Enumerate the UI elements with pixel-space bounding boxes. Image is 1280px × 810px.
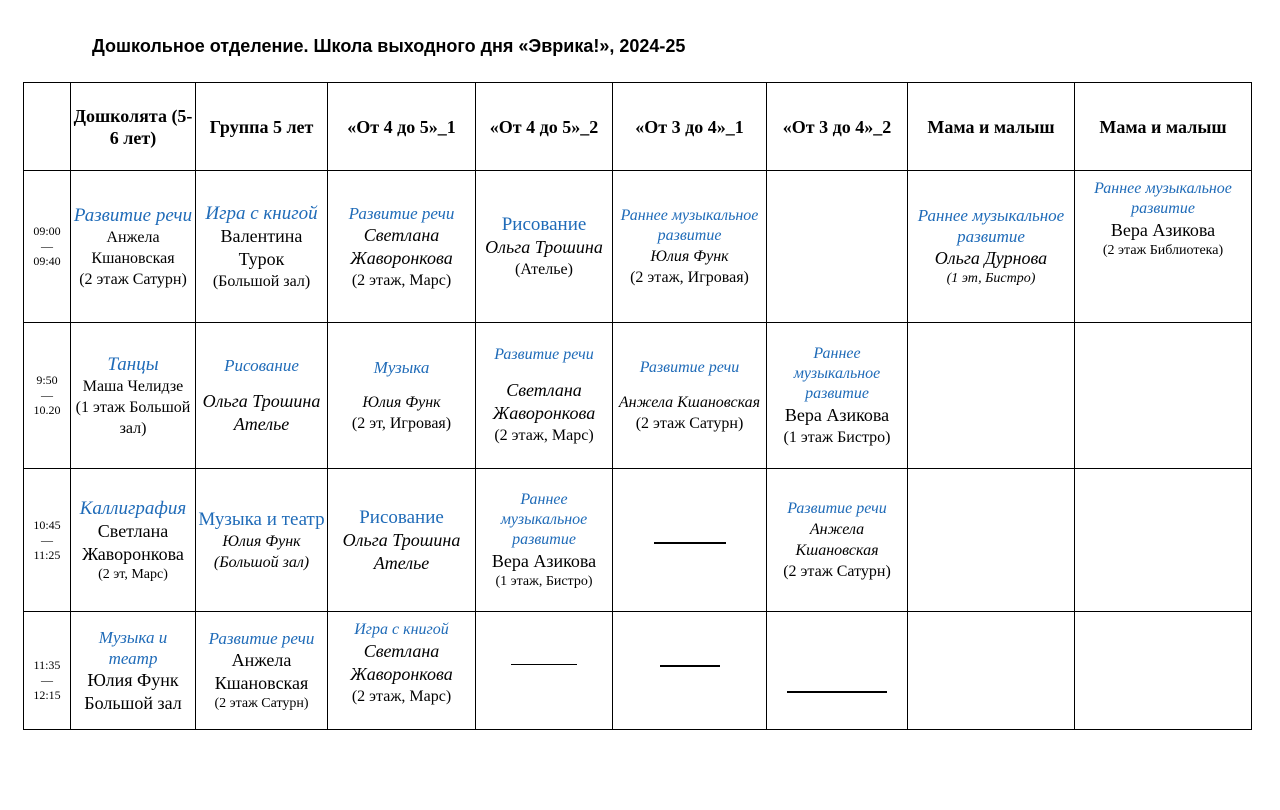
lesson-cell xyxy=(767,323,908,469)
header-4-5-1: «От 4 до 5»_1 xyxy=(328,83,476,171)
lesson-room: (1 эт, Бистро) xyxy=(946,271,1036,286)
lesson-cell-empty xyxy=(908,612,1075,730)
lesson-subject: Раннее музыкальное развитие xyxy=(1094,180,1232,217)
lesson-teacher: Анжела Кшановская xyxy=(618,393,761,411)
lesson-teacher: Ольга Трошина xyxy=(202,391,321,411)
lesson-cell-dash xyxy=(767,612,908,730)
lesson-cell xyxy=(476,469,613,612)
schedule-row xyxy=(24,171,1252,323)
lesson-room: Большой зал xyxy=(84,692,182,713)
lesson-subject: Развитие речи xyxy=(208,629,315,648)
lesson-room: (2 этаж, Марс) xyxy=(494,427,594,444)
lesson-teacher: Ольга Дурнова xyxy=(934,248,1048,268)
lesson-cell xyxy=(908,171,1075,323)
lesson-subject: Рисование xyxy=(501,214,587,235)
empty-dash xyxy=(511,664,577,665)
time-slot: 10:45 — 11:25 xyxy=(24,469,71,612)
lesson-cell-empty xyxy=(908,469,1075,612)
lesson-teacher: Ольга Трошина xyxy=(342,529,461,550)
lesson-cell-empty xyxy=(1075,612,1252,730)
lesson-room: (2 этаж Сатурн) xyxy=(79,270,187,288)
lesson-subject: Раннее музыкальное развитие xyxy=(620,206,759,244)
lesson-cell xyxy=(328,612,476,730)
lesson-room: (1 этаж, Бистро) xyxy=(495,573,593,589)
lesson-room: Ателье xyxy=(373,552,430,573)
lesson-teacher: Анжела Кшановская xyxy=(795,520,879,559)
lesson-cell xyxy=(196,612,328,730)
lesson-teacher: Вера Азикова xyxy=(491,550,597,571)
lesson-teacher: Светлана Жаворонкова xyxy=(350,224,453,268)
lesson-subject: Рисование xyxy=(359,506,444,528)
lesson-subject: Музыка и театр xyxy=(98,627,168,668)
lesson-cell xyxy=(476,171,613,323)
lesson-subject: Развитие речи xyxy=(73,204,193,226)
lesson-subject: Каллиграфия xyxy=(79,497,187,519)
lesson-cell xyxy=(476,323,613,469)
lesson-cell xyxy=(196,469,328,612)
empty-dash xyxy=(660,665,720,667)
lesson-subject: Раннее музыкальное развитие xyxy=(917,206,1065,246)
lesson-cell-dash xyxy=(476,612,613,730)
header-doshkolyata: Дошколята (5-6 лет) xyxy=(71,83,196,171)
lesson-cell xyxy=(328,171,476,323)
header-mama-2: Мама и малыш xyxy=(1075,83,1252,171)
lesson-cell-empty xyxy=(1075,469,1252,612)
lesson-room: (Большой зал) xyxy=(213,553,310,571)
lesson-cell-dash xyxy=(613,612,767,730)
lesson-subject: Развитие речи xyxy=(494,346,594,363)
lesson-subject: Раннее музыкальное развитие xyxy=(793,344,881,402)
lesson-teacher: Анжела Кшановская xyxy=(91,228,175,267)
lesson-room: (2 этаж Сатурн) xyxy=(635,414,744,432)
lesson-room: (1 этаж Бистро) xyxy=(783,428,891,446)
lesson-cell xyxy=(71,612,196,730)
header-3-4-1: «От 3 до 4»_1 xyxy=(613,83,767,171)
lesson-teacher: Ольга Трошина xyxy=(485,237,603,257)
lesson-cell xyxy=(328,323,476,469)
time-slot: 9:50 — 10.20 xyxy=(24,323,71,469)
lesson-room: Ателье xyxy=(233,414,290,434)
lesson-teacher: Юлия Функ xyxy=(362,394,441,411)
lesson-subject: Игра с книгой xyxy=(205,202,318,224)
lesson-cell xyxy=(613,323,767,469)
schedule-table xyxy=(23,82,1252,730)
lesson-cell xyxy=(613,171,767,323)
lesson-room: (2 этаж Сатурн) xyxy=(783,562,891,580)
lesson-room: (2 этаж, Марс) xyxy=(351,688,452,705)
lesson-room: (2 этаж Библиотека) xyxy=(1102,243,1224,258)
time-slot: 09:00 — 09:40 xyxy=(24,171,71,323)
lesson-subject: Раннее музыкальное развитие xyxy=(500,490,588,548)
lesson-room: (1 этаж Большой зал) xyxy=(75,398,191,437)
lesson-room: (2 этаж, Игровая) xyxy=(630,268,749,286)
lesson-cell-empty xyxy=(1075,323,1252,469)
lesson-teacher: Вера Азикова xyxy=(1110,220,1216,240)
empty-dash xyxy=(787,691,887,693)
lesson-teacher: Светлана Жаворонкова xyxy=(350,641,453,684)
lesson-cell xyxy=(196,171,328,323)
schedule-row xyxy=(24,612,1252,730)
lesson-subject: Развитие речи xyxy=(348,203,455,223)
lesson-subject: Развитие речи xyxy=(787,499,887,517)
lesson-cell-empty xyxy=(767,171,908,323)
header-gruppa-5: Группа 5 лет xyxy=(196,83,328,171)
lesson-cell-empty xyxy=(908,323,1075,469)
schedule-row xyxy=(24,323,1252,469)
header-4-5-2: «От 4 до 5»_2 xyxy=(476,83,613,171)
lesson-cell-dash xyxy=(613,469,767,612)
header-mama-1: Мама и малыш xyxy=(908,83,1075,171)
lesson-teacher: Вера Азикова xyxy=(784,404,890,425)
lesson-subject: Танцы xyxy=(107,353,159,375)
time-slot: 11:35 — 12:15 xyxy=(24,612,71,730)
header-3-4-2: «От 3 до 4»_2 xyxy=(767,83,908,171)
lesson-room: (Ателье) xyxy=(515,261,573,278)
lesson-room: (Большой зал) xyxy=(212,272,311,290)
lesson-cell xyxy=(196,323,328,469)
lesson-teacher: Светлана Жаворонкова xyxy=(492,380,596,423)
lesson-room: (2 этаж, Марс) xyxy=(351,271,452,289)
lesson-cell xyxy=(71,469,196,612)
lesson-room: (2 этаж Сатурн) xyxy=(214,696,309,711)
lesson-teacher: Юлия Функ xyxy=(650,247,729,265)
empty-dash xyxy=(654,542,726,544)
lesson-teacher: Юлия Функ xyxy=(222,532,301,550)
lesson-cell xyxy=(71,171,196,323)
lesson-teacher: Анжела Кшановская xyxy=(214,650,309,693)
header-time xyxy=(24,83,71,171)
page-title: Дошкольное отделение. Школа выходного дня «Эврика!», 2024-25 xyxy=(92,36,686,56)
lesson-subject: Развитие речи xyxy=(639,358,740,376)
lesson-cell xyxy=(767,469,908,612)
lesson-cell xyxy=(71,323,196,469)
lesson-teacher: Валентина Турок xyxy=(220,225,303,269)
lesson-subject: Музыка и театр xyxy=(198,508,325,530)
lesson-teacher: Маша Челидзе xyxy=(82,377,184,395)
lesson-subject: Рисование xyxy=(224,356,299,375)
schedule-row xyxy=(24,469,1252,612)
header-row xyxy=(24,83,1252,171)
lesson-subject: Музыка xyxy=(373,358,430,377)
lesson-room: (2 эт, Игровая) xyxy=(351,415,452,432)
lesson-teacher: Юлия Функ xyxy=(87,669,179,690)
lesson-subject: Игра с книгой xyxy=(354,621,449,638)
lesson-cell xyxy=(328,469,476,612)
lesson-cell xyxy=(1075,171,1252,323)
lesson-teacher: Светлана Жаворонкова xyxy=(82,520,184,564)
lesson-room: (2 эт, Марс) xyxy=(98,566,168,582)
